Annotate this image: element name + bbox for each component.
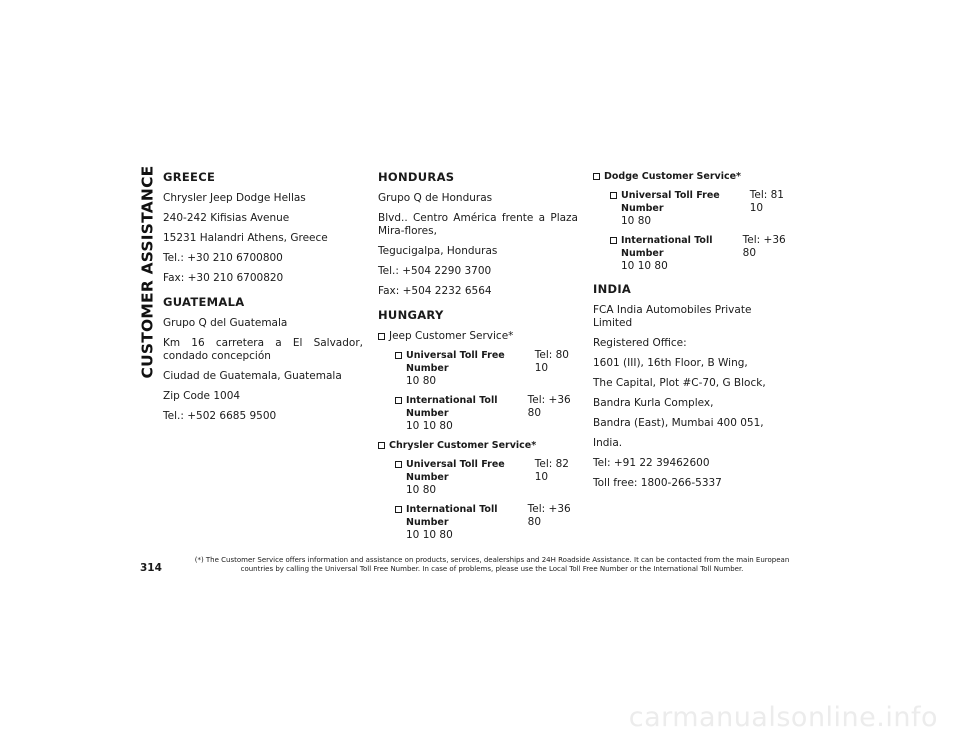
chrysler-service-item: Chrysler Customer Service* (378, 439, 578, 452)
honduras-line: Grupo Q de Honduras (378, 192, 493, 204)
india-line: Bandra (East), Mumbai 400 051, (593, 417, 764, 429)
dodge-intl-item: International Toll Number Tel: +36 80 10 10 80 (610, 234, 793, 273)
india-line: FCA India Automobiles Private Limited (593, 304, 752, 329)
india-line: The Capital, Plot #C-70, G Block, (593, 377, 766, 389)
dodge-toll-free-item: Universal Toll Free Number Tel: 81 10 10 80 (610, 189, 793, 228)
honduras-line: Tel.: +504 2290 3700 (378, 265, 492, 277)
greece-line: 15231 Halandri Athens, Greece (163, 232, 328, 244)
guatemala-line: Zip Code 1004 (163, 390, 241, 402)
checkbox-square-icon (378, 333, 385, 340)
guatemala-line: Ciudad de Guatemala, Guatemala (163, 370, 342, 382)
column-1 (163, 170, 363, 430)
heading-hungary: HUNGARY (378, 308, 444, 322)
column-3 (593, 170, 793, 497)
india-line: India. (593, 437, 623, 449)
checkbox-square-icon (395, 506, 402, 513)
greece-line: Fax: +30 210 6700820 (163, 272, 284, 284)
india-line: Registered Office: (593, 337, 687, 349)
heading-india: INDIA (593, 282, 632, 296)
footnote: (*) The Customer Service offers information and assistance on products, services, dealerships and 24H Roadside Assistance. It can be contacted from the main European countries by calling the Universal Toll Free Number. In case of problems, please use the Local Toll Free Number or the International Toll Number. (194, 556, 790, 573)
guatemala-line: Km 16 carretera a El Salvador, condado concepción (163, 337, 363, 362)
side-section-title (135, 165, 159, 379)
jeep-toll-free-item: Universal Toll Free Number Tel: 80 10 10 80 (395, 349, 578, 388)
checkbox-square-icon (395, 397, 402, 404)
guatemala-line: Tel.: +502 6685 9500 (163, 410, 277, 422)
heading-greece: GREECE (163, 170, 216, 184)
column-2 (378, 170, 578, 548)
heading-guatemala: GUATEMALA (163, 295, 245, 309)
india-line: Tel: +91 22 39462600 (593, 457, 710, 469)
honduras-line: Fax: +504 2232 6564 (378, 285, 492, 297)
checkbox-square-icon (378, 442, 385, 449)
checkbox-square-icon (395, 352, 402, 359)
greece-line: Chrysler Jeep Dodge Hellas (163, 192, 306, 204)
india-line: Toll free: 1800-266-5337 (593, 477, 722, 489)
jeep-intl-item: International Toll Number Tel: +36 80 10 10 80 (395, 394, 578, 433)
chrysler-intl-item: International Toll Number Tel: +36 80 10 10 80 (395, 503, 578, 542)
checkbox-square-icon (395, 461, 402, 468)
honduras-line: Tegucigalpa, Honduras (378, 245, 498, 257)
heading-honduras: HONDURAS (378, 170, 455, 184)
greece-line: Tel.: +30 210 6700800 (163, 252, 283, 264)
page-number: 314 (140, 562, 162, 574)
india-line: Bandra Kurla Complex, (593, 397, 714, 409)
chrysler-toll-free-item: Universal Toll Free Number Tel: 82 10 10 80 (395, 458, 578, 497)
watermark: carmanualsonline.info (628, 702, 938, 733)
greece-line: 240-242 Kifisias Avenue (163, 212, 290, 224)
guatemala-line: Grupo Q del Guatemala (163, 317, 288, 329)
jeep-service-item: Jeep Customer Service* (378, 330, 578, 343)
checkbox-square-icon (593, 173, 600, 180)
checkbox-square-icon (610, 237, 617, 244)
dodge-service-item: Dodge Customer Service* (593, 170, 793, 183)
india-line: 1601 (III), 16th Floor, B Wing, (593, 357, 748, 369)
checkbox-square-icon (610, 192, 617, 199)
side-section-title-text: CUSTOMER ASSISTANCE (138, 165, 157, 379)
honduras-line: Blvd.. Centro América frente a Plaza Mira-flores, (378, 212, 578, 237)
